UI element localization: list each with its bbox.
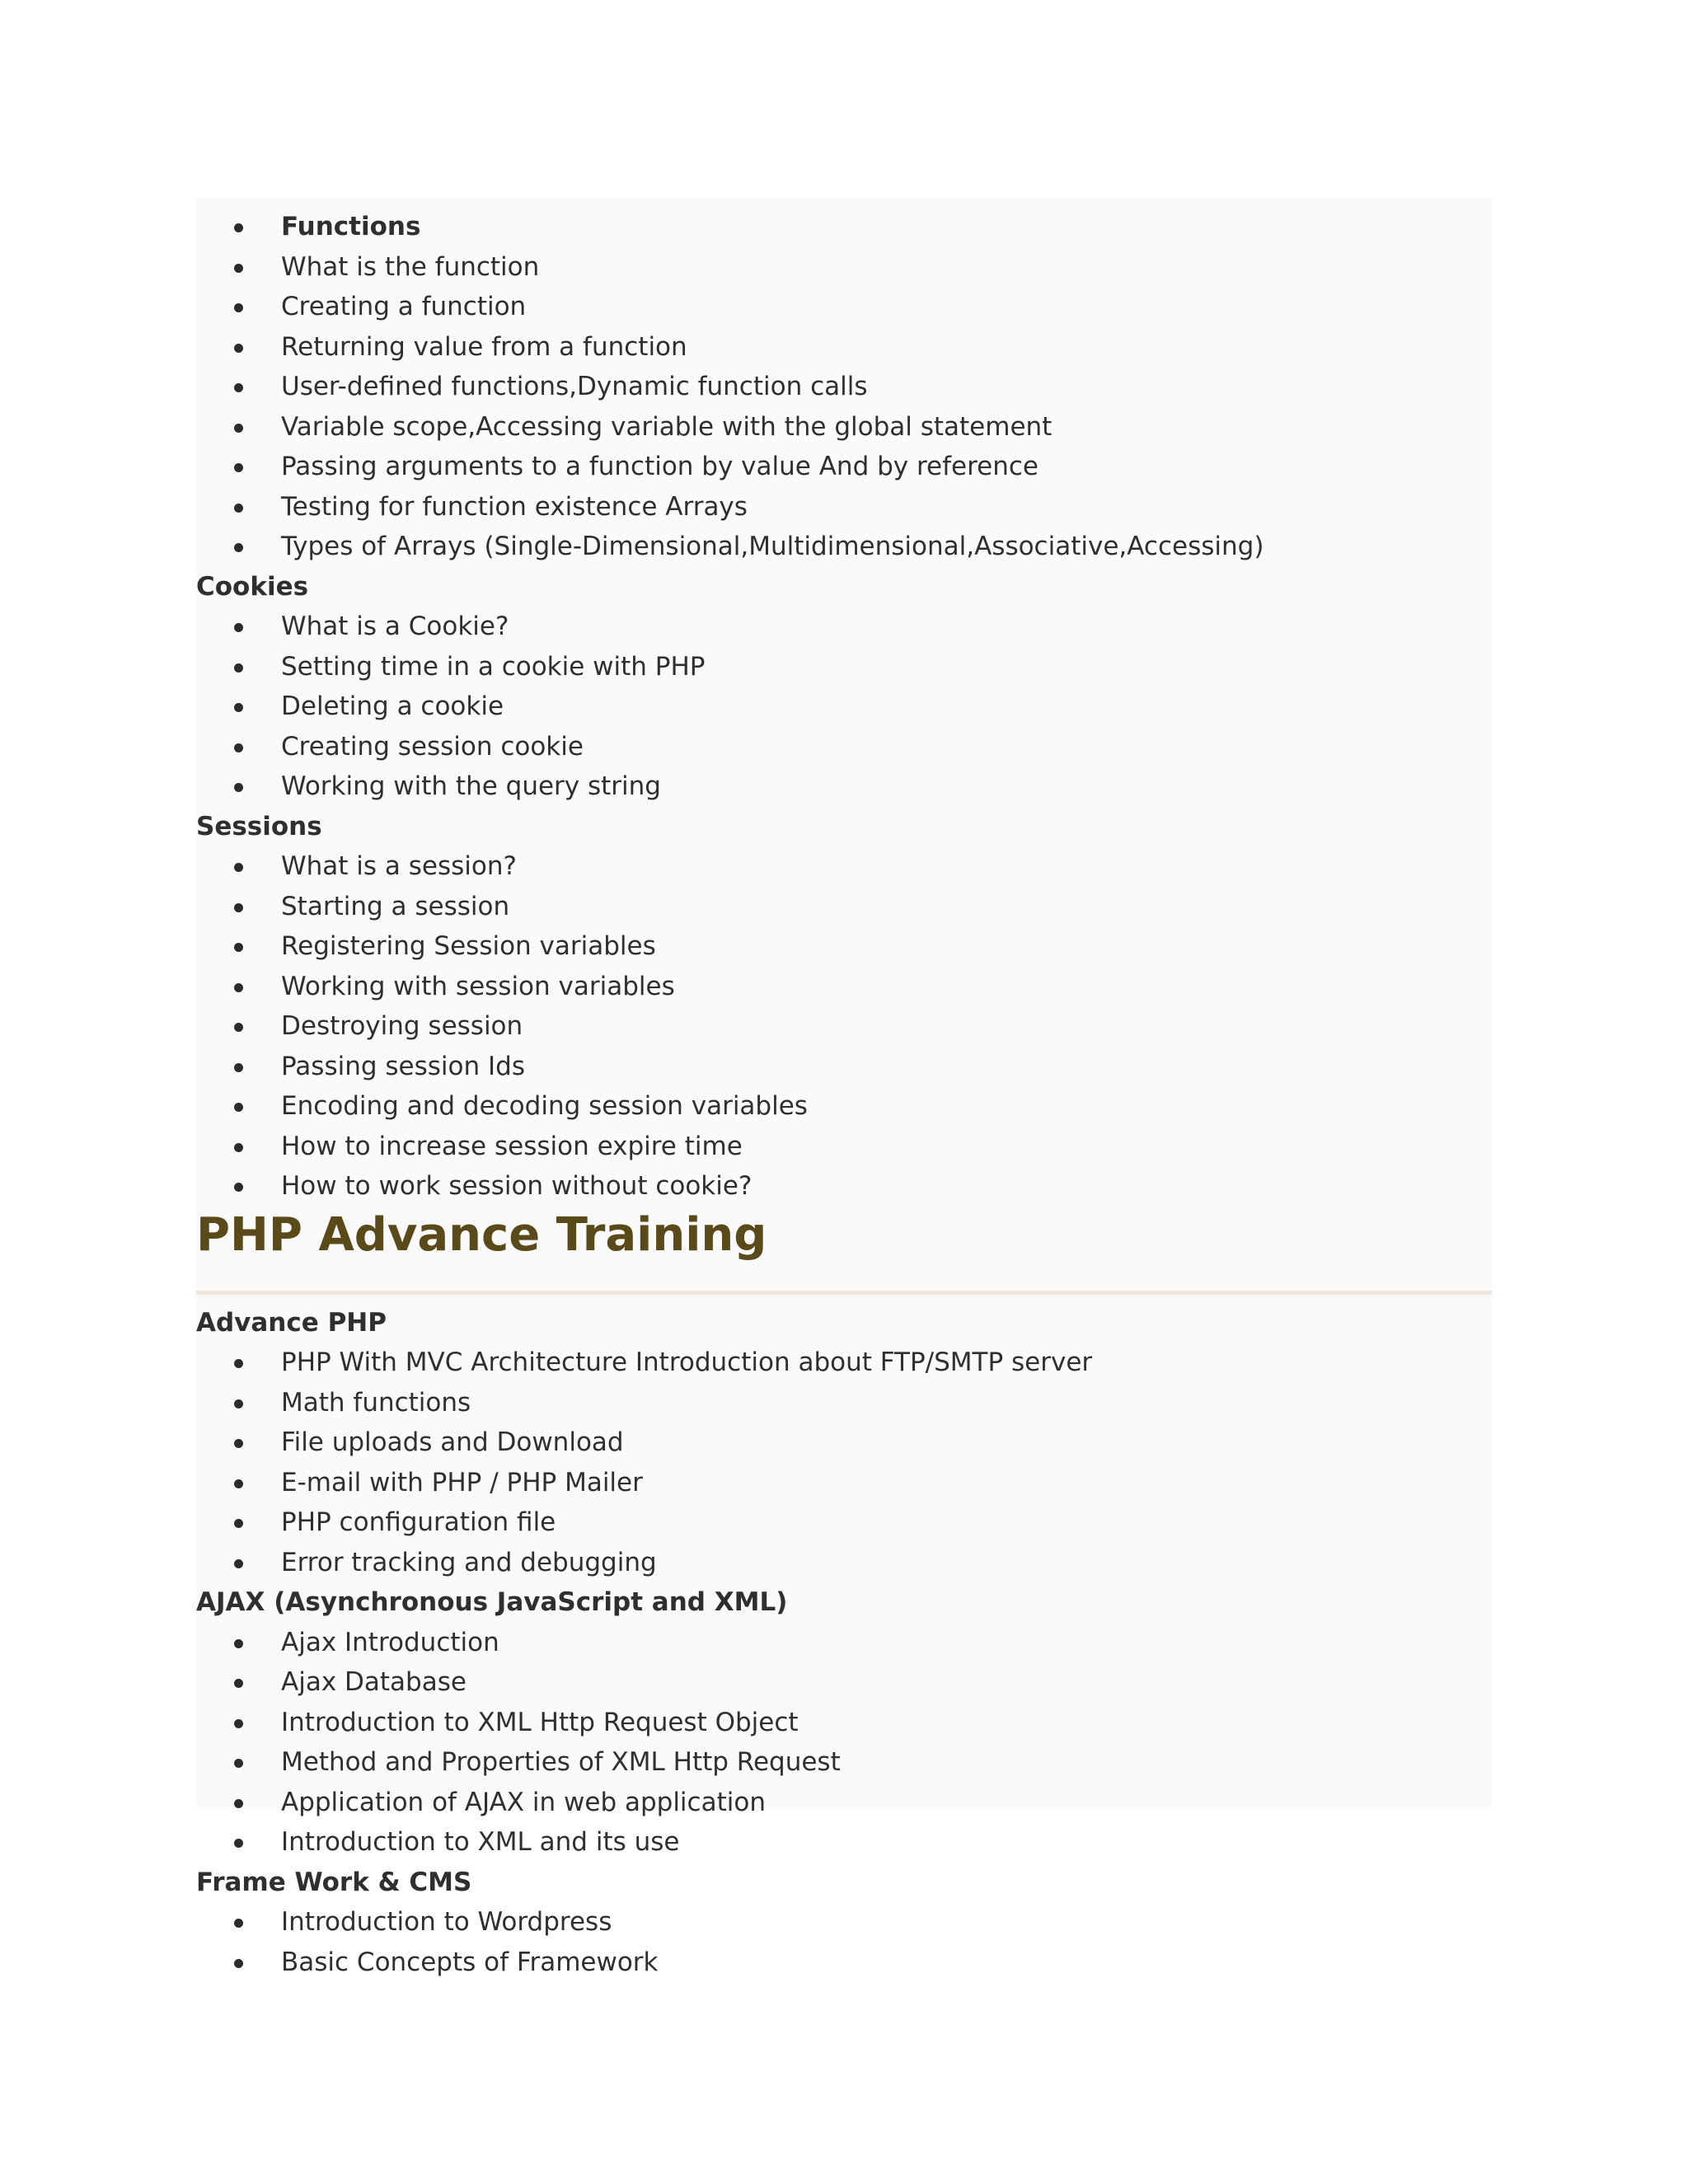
list-item: Introduction to XML Http Request Object: [196, 1703, 1492, 1743]
list-item: Ajax Introduction: [196, 1623, 1492, 1663]
content-panel: [196, 198, 1492, 1977]
list-item: Creating session cookie: [196, 727, 1492, 767]
ajax-heading: AJAX (Asynchronous JavaScript and XML): [196, 1587, 788, 1617]
list-item: Working with session variables: [196, 967, 1492, 1007]
list-item: Passing session Ids: [196, 1047, 1492, 1087]
list-item: PHP With MVC Architecture Introduction about FTP/SMTP server: [196, 1343, 1492, 1383]
ajax-list: [196, 1623, 1492, 1863]
list-item: What is a session?: [196, 846, 1492, 887]
list-item: Error tracking and debugging: [196, 1543, 1492, 1583]
list-item: How to work session without cookie?: [196, 1166, 1492, 1207]
document-body: [196, 207, 1492, 1982]
list-item: Setting time in a cookie with PHP: [196, 647, 1492, 687]
list-item: Functions: [196, 207, 1492, 247]
list-item: Destroying session: [196, 1006, 1492, 1047]
list-item: Testing for function existence Arrays: [196, 487, 1492, 527]
list-item: Introduction to XML and its use: [196, 1822, 1492, 1863]
list-item: Application of AJAX in web application: [196, 1783, 1492, 1823]
list-item: Introduction to Wordpress: [196, 1902, 1492, 1943]
list-item: Working with the query string: [196, 766, 1492, 807]
list-item: Types of Arrays (Single-Dimensional,Multidimensional,Associative,Accessing): [196, 527, 1492, 567]
advance-php-list: [196, 1343, 1492, 1582]
list-item: PHP configuration file: [196, 1502, 1492, 1543]
list-item: Encoding and decoding session variables: [196, 1086, 1492, 1127]
advance-php-heading: Advance PHP: [196, 1307, 387, 1338]
list-item: Starting a session: [196, 887, 1492, 927]
list-item: Registering Session variables: [196, 926, 1492, 967]
list-item: User-defined functions,Dynamic function calls: [196, 367, 1492, 407]
page-title: PHP Advance Training: [196, 1207, 767, 1262]
list-item: Method and Properties of XML Http Request: [196, 1742, 1492, 1783]
list-item: Creating a function: [196, 287, 1492, 327]
sessions-heading: Sessions: [196, 811, 322, 841]
list-item: Passing arguments to a function by value And by reference: [196, 447, 1492, 487]
functions-list: [196, 207, 1492, 567]
list-item: E-mail with PHP / PHP Mailer: [196, 1463, 1492, 1503]
list-item: Variable scope,Accessing variable with the global statement: [196, 407, 1492, 448]
list-item: What is a Cookie?: [196, 607, 1492, 647]
list-item: How to increase session expire time: [196, 1127, 1492, 1167]
cookies-list: [196, 607, 1492, 807]
list-item: File uploads and Download: [196, 1422, 1492, 1463]
sessions-list: [196, 846, 1492, 1207]
framework-heading: Frame Work & CMS: [196, 1867, 472, 1897]
framework-list: [196, 1902, 1492, 1982]
list-item: Deleting a cookie: [196, 687, 1492, 727]
divider: [196, 1291, 1492, 1295]
list-item: Returning value from a function: [196, 327, 1492, 368]
list-item: Math functions: [196, 1383, 1492, 1423]
list-item: Basic Concepts of Framework: [196, 1943, 1492, 1983]
cookies-heading: Cookies: [196, 571, 309, 602]
list-item: What is the function: [196, 247, 1492, 288]
list-item: Ajax Database: [196, 1662, 1492, 1703]
